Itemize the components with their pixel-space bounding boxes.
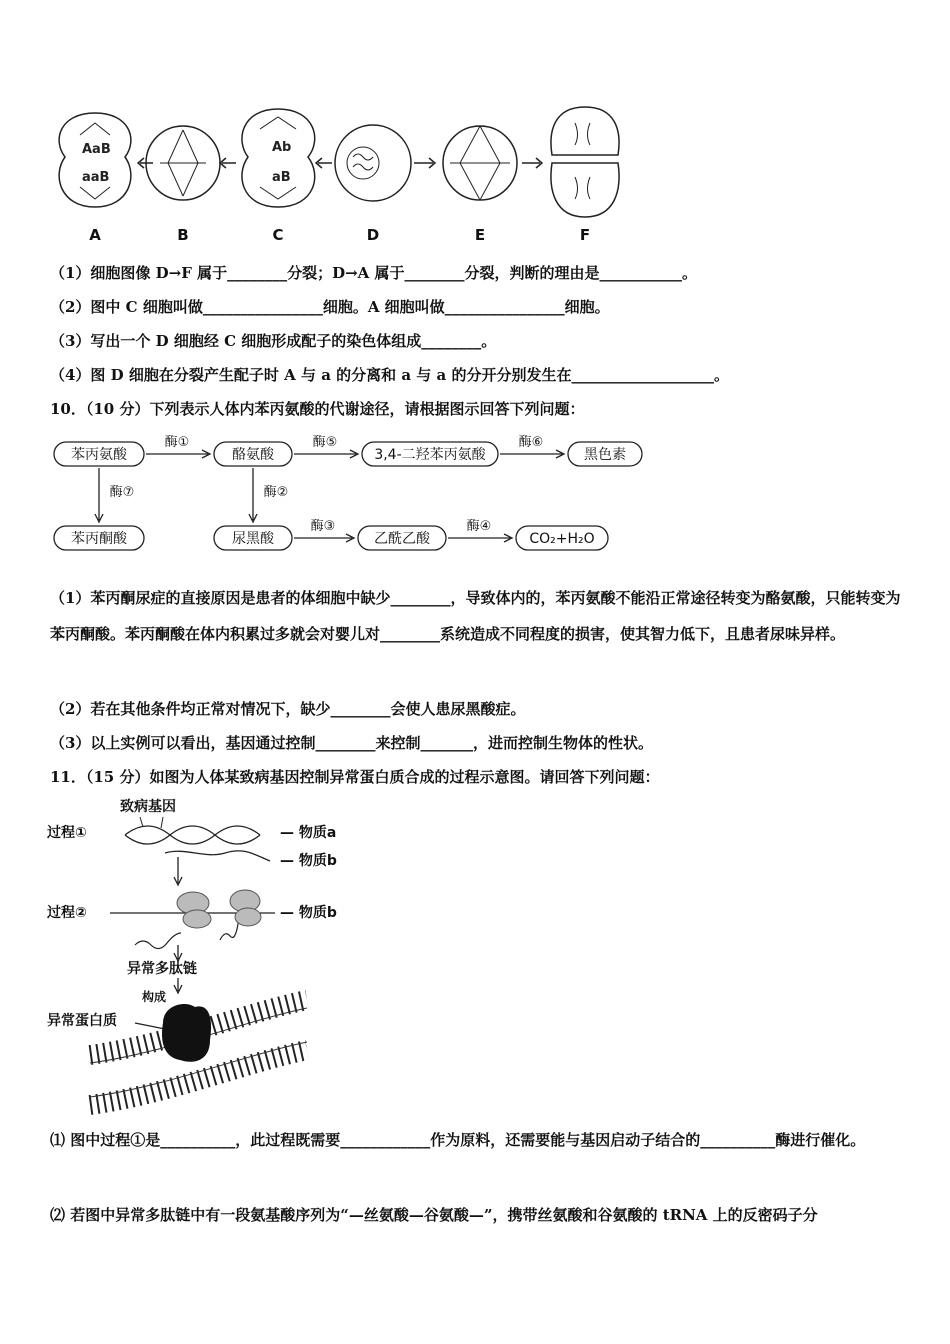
substance-a-label: — 物质a xyxy=(280,825,337,841)
q9-line-3: （3）写出一个 D 细胞经 C 细胞形成配子的染色体组成________。 xyxy=(50,332,497,350)
node-co2-h2o: CO₂+H₂O xyxy=(529,531,595,547)
cell-label-b: B xyxy=(177,226,189,244)
cell-d xyxy=(335,125,411,201)
compose-label: 构成 xyxy=(142,990,167,1004)
process-1-label: 过程① xyxy=(47,825,87,841)
cell-c xyxy=(242,109,315,207)
q10-question-1: （1）苯丙酮尿症的直接原因是患者的体细胞中缺少________，导致体内的，苯丙氨酸不能沿正常途径转变为酪氨酸，只能转变为苯丙酮酸。苯丙酮酸在体内积累过多就会对婴儿对________系统造成不同程度的损害，使其智力低下，且患者尿味异样。 xyxy=(50,589,901,643)
q11-header: 11．（15 分）如图为人体某致病基因控制异常蛋白质合成的过程示意图。请回答下列问题： xyxy=(50,768,660,786)
cell-a-bottom-text: aaB xyxy=(82,170,110,185)
cell-label-f: F xyxy=(579,226,591,244)
cell-c-bottom-text: aB xyxy=(272,170,291,185)
node-homogentisic-acid: 尿黑酸 xyxy=(232,531,274,547)
q9-line-2: （2）图中 C 细胞叫做________________细胞。A 细胞叫做________________细胞。 xyxy=(50,298,610,316)
enzyme-4: 酶④ xyxy=(466,519,492,534)
arrow-c-b xyxy=(220,158,236,168)
gene-expression-diagram xyxy=(45,795,365,1115)
q11-question-1: ⑴ 图中过程①是__________，此过程既需要____________作为原料，还需要能与基因启动子结合的__________酶进行催化。 xyxy=(50,1131,866,1149)
cell-label-a: A xyxy=(89,226,101,244)
cell-membrane xyxy=(90,1000,307,1105)
enzyme-6: 酶⑥ xyxy=(518,435,544,450)
arrow-d-c xyxy=(316,158,332,168)
node-phenylalanine: 苯丙氨酸 xyxy=(71,447,127,463)
node-phenylpyruvic-acid: 苯丙酮酸 xyxy=(71,531,127,547)
cell-c-top-text: Ab xyxy=(272,140,292,155)
mrna-strand xyxy=(165,851,270,861)
substance-b2-label: — 物质b xyxy=(280,905,337,921)
cell-division-figure xyxy=(50,95,640,250)
q9-line-1: （1）细胞图像 D→F 属于________分裂；D→A 属于________分裂，判断的理由是___________。 xyxy=(50,264,698,282)
metabolism-pathway-diagram xyxy=(50,430,660,555)
cell-b xyxy=(146,126,220,200)
q11-question-2: ⑵ 若图中异常多肽链中有一段氨基酸序列为“—丝氨酸—谷氨酸—”，携带丝氨酸和谷氨酸的 tRNA 上的反密码子分 xyxy=(50,1206,818,1224)
gene-label: 致病基因 xyxy=(120,799,176,815)
arrow-e-f xyxy=(522,158,542,168)
dna-strand-1 xyxy=(125,826,260,844)
q10-question-3: （3）以上实例可以看出，基因通过控制________来控制_______，进而控制生物体的性状。 xyxy=(50,734,653,752)
dna-strand-2 xyxy=(125,826,260,844)
cell-label-c: C xyxy=(272,226,284,244)
cell-f xyxy=(551,107,619,217)
enzyme-5: 酶⑤ xyxy=(312,435,338,450)
polypeptide-label: 异常多肽链 xyxy=(127,961,197,977)
protein-label: 异常蛋白质 xyxy=(47,1013,117,1029)
enzyme-2: 酶② xyxy=(263,485,289,500)
q9-line-4: （4）图 D 细胞在分裂产生配子时 A 与 a 的分离和 a 与 a 的分开分别发生在___________________。 xyxy=(50,366,729,384)
cell-label-e: E xyxy=(474,226,486,244)
enzyme-1: 酶① xyxy=(164,435,190,450)
abnormal-protein-blob xyxy=(162,1004,211,1062)
q10-question-2: （2）若在其他条件均正常对情况下，缺少________会使人患尿黑酸症。 xyxy=(50,700,526,718)
enzyme-7: 酶⑦ xyxy=(109,485,135,500)
cell-a xyxy=(59,113,131,207)
node-melanin: 黑色素 xyxy=(584,447,626,463)
ribosomes xyxy=(177,890,261,928)
enzyme-3: 酶③ xyxy=(310,519,336,534)
process-2-label: 过程② xyxy=(47,905,87,921)
q10-header: 10．（10 分）下列表示人体内苯丙氨酸的代谢途径，请根据图示回答下列问题： xyxy=(50,400,585,418)
cell-a-top-text: AaB xyxy=(82,142,111,157)
node-tyrosine: 酪氨酸 xyxy=(232,447,274,463)
arrow-d-e xyxy=(414,158,435,168)
cell-label-d: D xyxy=(366,226,380,244)
cell-e xyxy=(443,126,517,200)
node-acetoacetic-acid: 乙酰乙酸 xyxy=(374,531,430,547)
substance-b-label: — 物质b xyxy=(280,853,337,869)
node-dopa: 3,4-二羟苯丙氨酸 xyxy=(374,447,486,463)
